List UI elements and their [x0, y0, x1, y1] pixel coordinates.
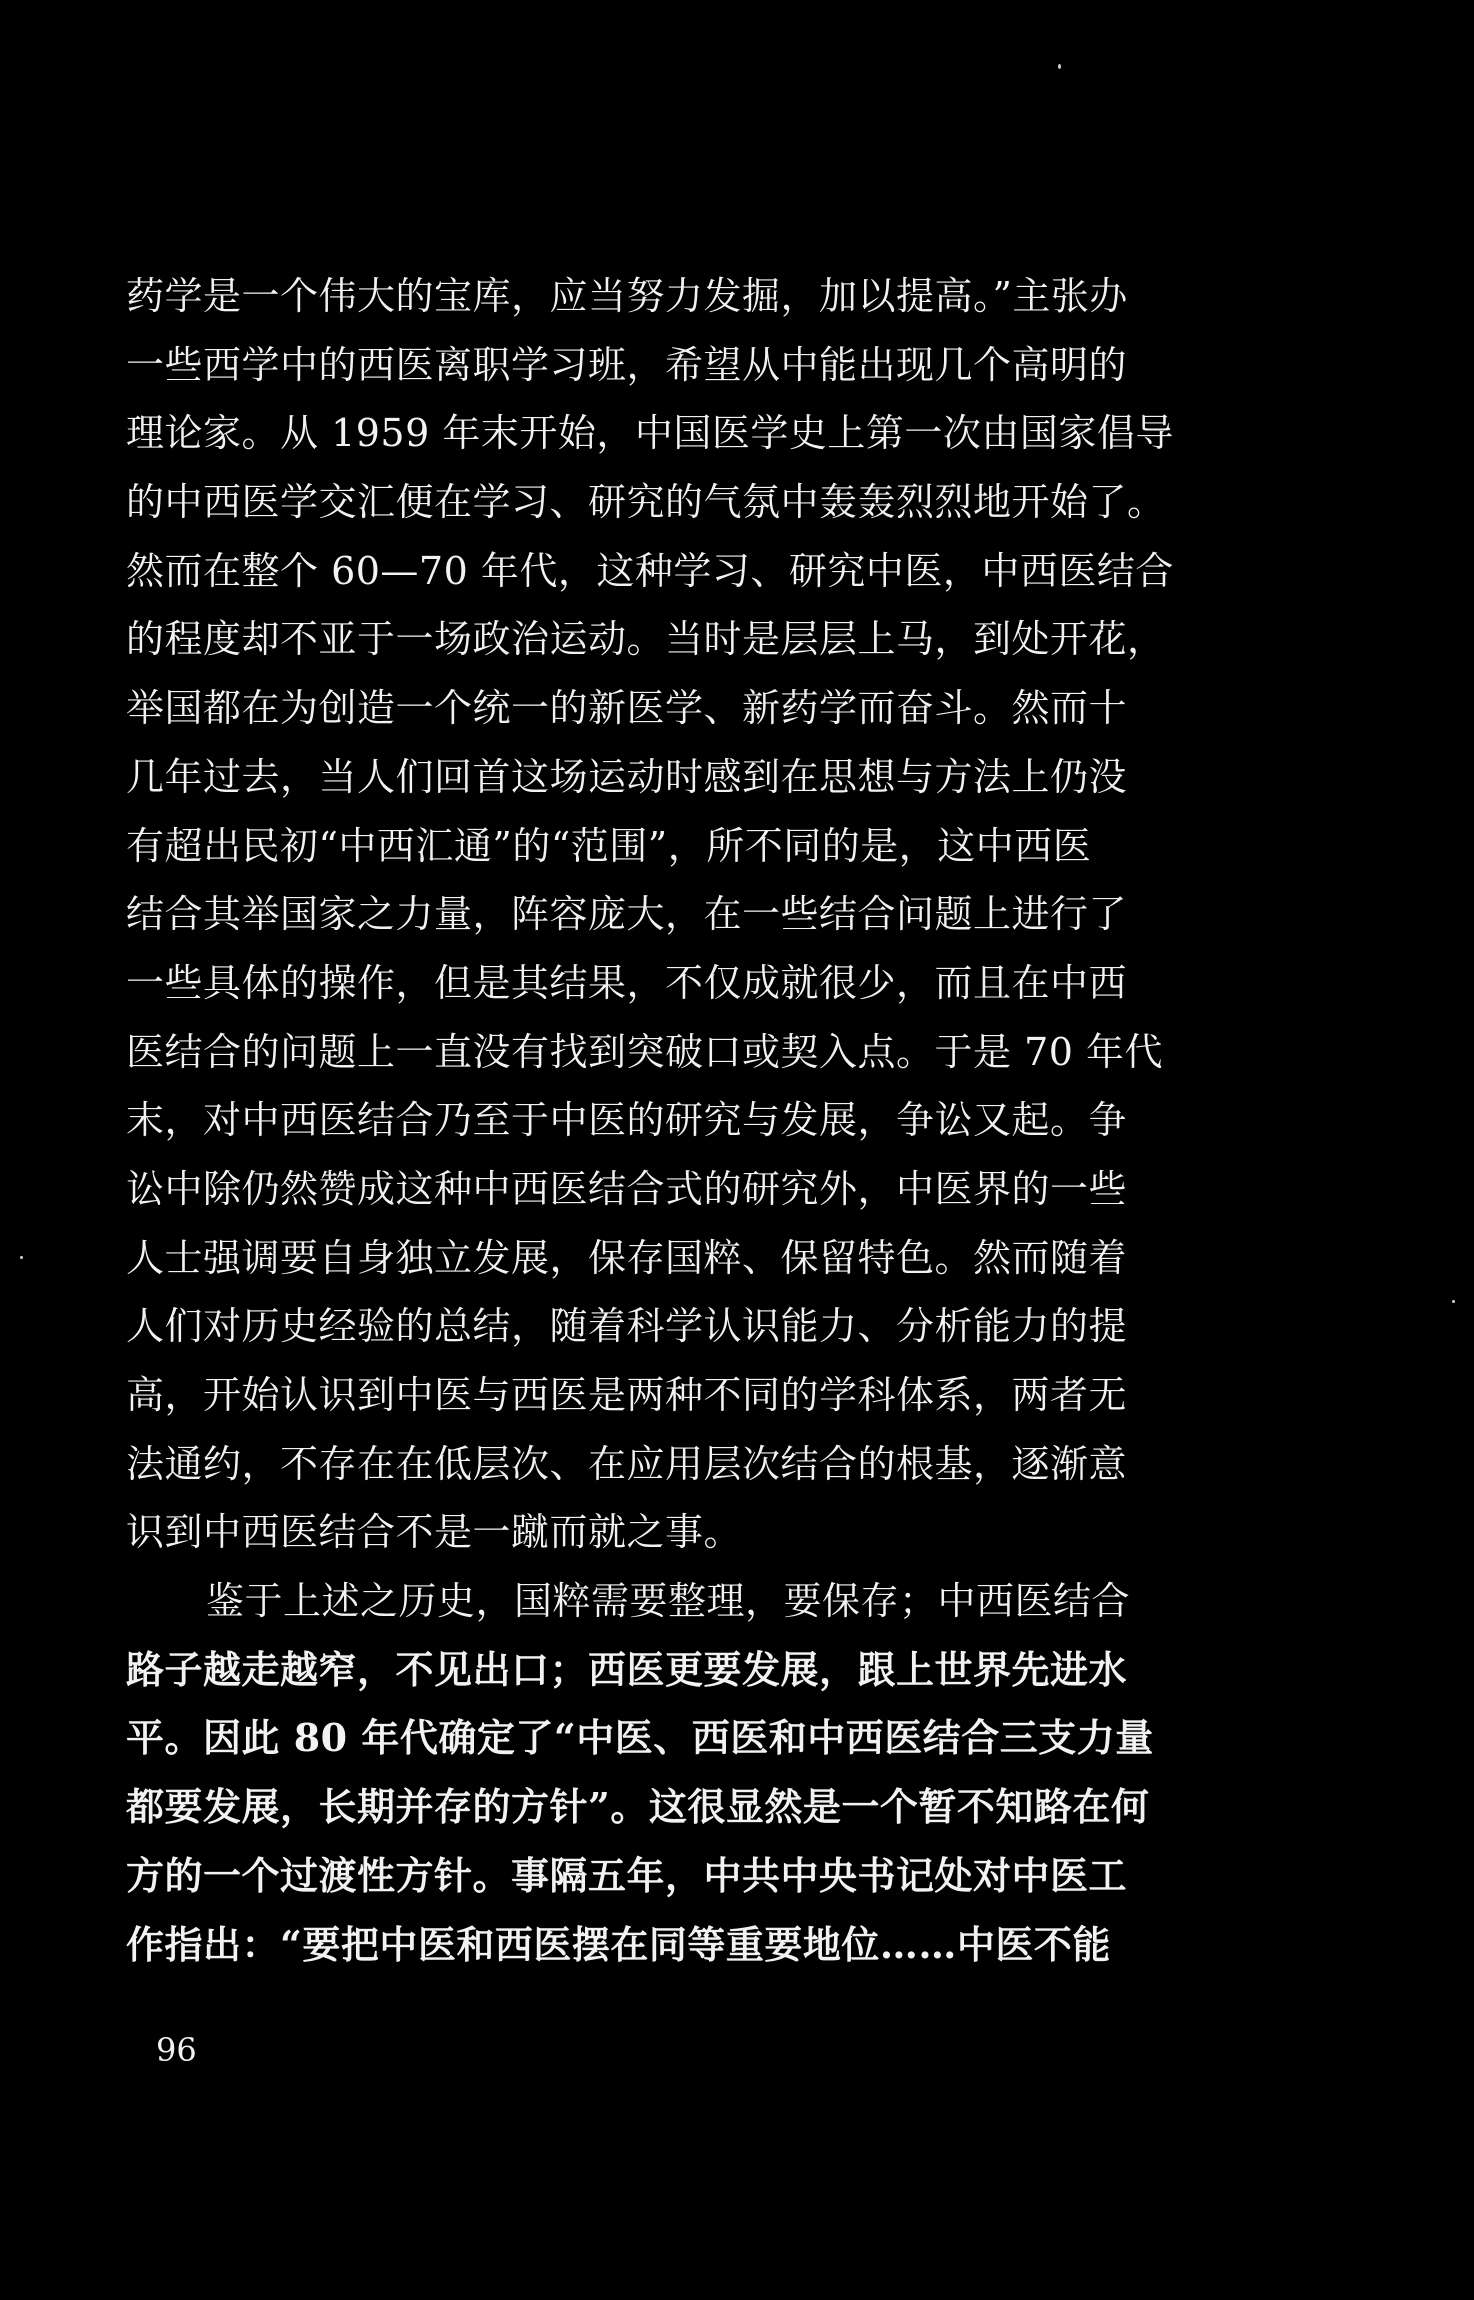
text-line: 作指出：“要把中医和西医摆在同等重要地位……中医不能	[126, 1921, 1111, 1967]
text-line: 的中西医学交汇便在学习、研究的气氛中轰轰烈烈地开始了。	[126, 480, 1166, 525]
text-line: 高，开始认识到中医与西医是两种不同的学科体系，两者无	[126, 1373, 1128, 1417]
body-text	[126, 262, 1258, 1979]
text-line: 人士强调要自身独立发展，保存国粹、保留特色。然而随着	[126, 1235, 1128, 1280]
text-line: 都要发展，长期并存的方针”。这很显然是一个暂不知路在何	[126, 1784, 1150, 1830]
text-line: 有超出民初“中西汇通”的“范围”，所不同的是，这中西医	[126, 823, 1092, 868]
text-line: 几年过去，当人们回首这场运动时感到在思想与方法上仍没	[126, 754, 1128, 799]
text-line: 医结合的问题上一直没有找到突破口或契入点。于是 70 年代	[126, 1029, 1164, 1074]
text-line: 举国都在为创造一个统一的新医学、新药学而奋斗。然而十	[126, 686, 1128, 731]
text-line: 方的一个过渡性方针。事隔五年，中共中央书记处对中医工	[126, 1852, 1128, 1898]
scan-speck	[20, 1256, 23, 1259]
text-line: 的程度却不亚于一场政治运动。当时是层层上马，到处开花，	[126, 617, 1166, 662]
text-line: 药学是一个伟大的宝库，应当努力发掘，加以提高。”主张办	[126, 274, 1128, 318]
text-line: 一些西学中的西医离职学习班，希望从中能出现几个高明的	[126, 342, 1128, 387]
text-line: 然而在整个 60—70 年代，这种学习、研究中医，中西医结合	[126, 548, 1174, 593]
text-line: 识到中西医结合不是一蹴而就之事。	[126, 1510, 743, 1555]
text-line: 末，对中西医结合乃至于中医的研究与发展，争讼又起。争	[126, 1098, 1128, 1143]
paragraph-start-line: 鉴于上述之历史，国粹需要整理，要保存；中西医结合	[206, 1579, 1131, 1624]
text-line: 人们对历史经验的总结，随着科学认识能力、分析能力的提	[126, 1304, 1128, 1349]
text-line: 一些具体的操作，但是其结果，不仅成就很少，而且在中西	[126, 960, 1128, 1005]
text-line: 结合其举国家之力量，阵容庞大，在一些结合问题上进行了	[126, 892, 1128, 937]
scan-speck	[1452, 1300, 1455, 1303]
text-line: 讼中除仍然赞成这种中西医结合式的研究外，中医界的一些	[126, 1166, 1128, 1211]
text-line: 法通约，不存在在低层次、在应用层次结合的根基，逐渐意	[126, 1441, 1128, 1486]
text-line: 平。因此 80 年代确定了“中医、西医和中西医结合三支力量	[126, 1715, 1154, 1761]
page-number: 96	[156, 2031, 197, 2069]
text-line: 路子越走越窄，不见出口；西医更要发展，跟上世界先进水	[126, 1646, 1128, 1692]
scan-speck	[1058, 64, 1061, 69]
text-line: 理论家。从 1959 年末开始，中国医学史上第一次由国家倡导	[126, 411, 1174, 456]
